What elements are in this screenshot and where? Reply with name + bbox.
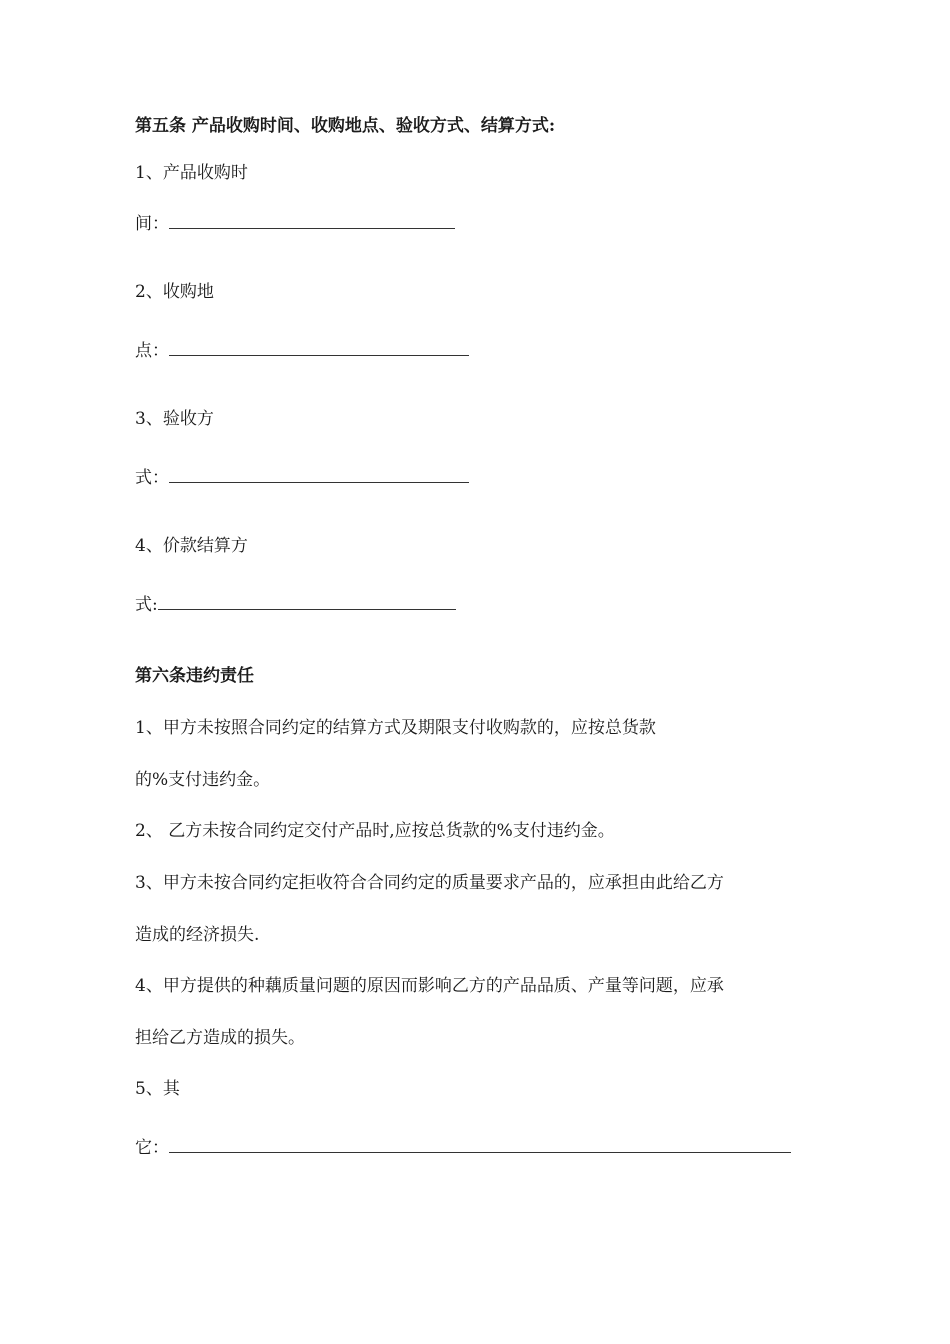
clause-2: 2、 乙方未按合同约定交付产品时,应按总货款的%支付违约金。: [135, 821, 615, 841]
other-terms-blank[interactable]: [169, 1136, 791, 1153]
clause-3-line-2: 造成的经济损失.: [135, 925, 260, 945]
item-2-label: 2、收购地: [135, 282, 214, 302]
clause-4-line-2: 担给乙方造成的损失。: [135, 1028, 305, 1048]
inspection-method-blank[interactable]: [169, 466, 469, 483]
clause-5-label: 5、其: [135, 1079, 180, 1099]
clause-1-line-1: 1、甲方未按照合同约定的结算方式及期限支付收购款的，应按总货款: [135, 718, 656, 738]
item-1-label: 1、产品收购时: [135, 163, 248, 183]
settlement-method-blank[interactable]: [158, 593, 456, 610]
item-4-field-row: [135, 593, 456, 617]
item-4-field-label: 式:: [135, 595, 158, 615]
clause-5-field-label: 它：: [135, 1138, 169, 1158]
item-2-field-label: 点：: [135, 341, 169, 361]
item-4-label: 4、价款结算方: [135, 536, 248, 556]
section-6-heading: 第六条违约责任: [135, 666, 254, 686]
purchase-location-blank[interactable]: [169, 339, 469, 356]
item-2-field-row: [135, 339, 469, 363]
clause-4-line-1: 4、甲方提供的种藕质量问题的原因而影响乙方的产品品质、产量等问题，应承: [135, 976, 724, 996]
item-3-field-label: 式：: [135, 468, 169, 488]
clause-3-line-1: 3、甲方未按合同约定拒收符合合同约定的质量要求产品的，应承担由此给乙方: [135, 873, 724, 893]
item-1-field-label: 间：: [135, 214, 169, 234]
clause-1-line-2: 的%支付违约金。: [135, 770, 271, 790]
item-1-field-row: [135, 212, 455, 236]
clause-5-field-row: [135, 1136, 791, 1160]
purchase-time-blank[interactable]: [169, 212, 455, 229]
item-3-field-row: [135, 466, 469, 490]
item-3-label: 3、验收方: [135, 409, 214, 429]
section-5-heading: 第五条 产品收购时间、收购地点、验收方式、结算方式:: [135, 116, 556, 136]
